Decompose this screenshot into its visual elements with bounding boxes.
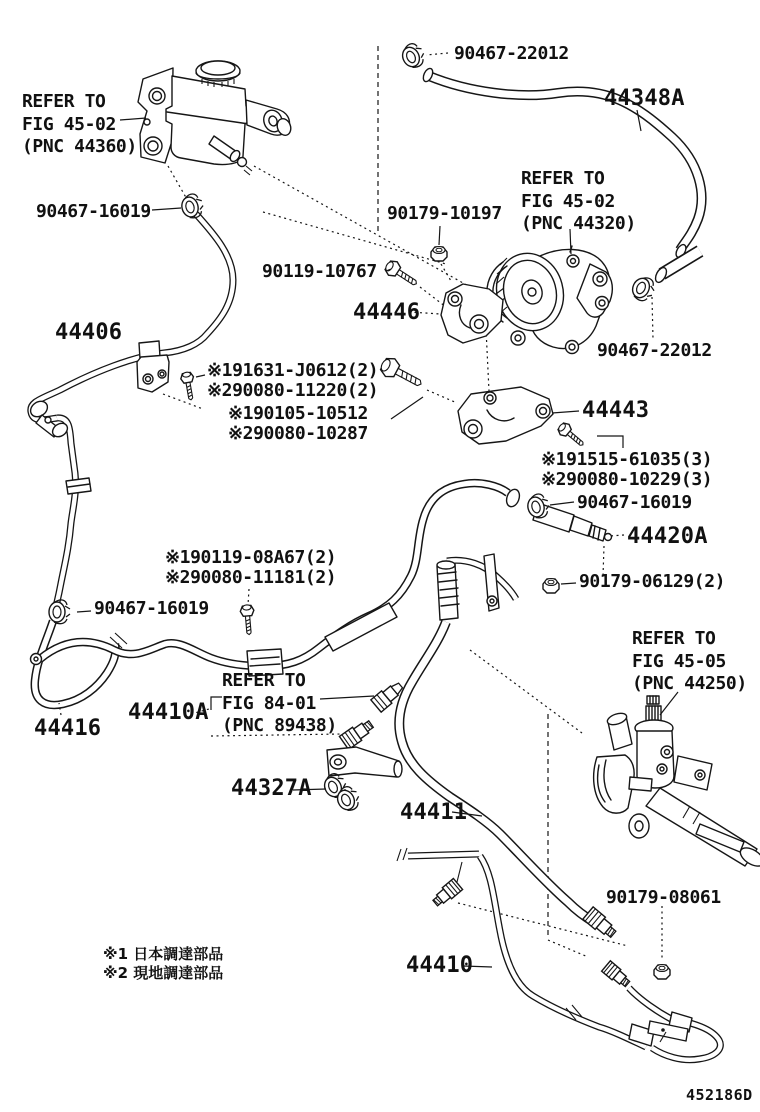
part-label-note-191515-61035: ※191515-61035(3) ※290080-10229(3)	[541, 449, 713, 490]
bracket-44443	[458, 387, 553, 444]
part-label-pn-44410: 44410	[406, 953, 474, 978]
part-label-pn-90179-08061: 90179-08061	[606, 887, 721, 908]
part-label-pn-44406: 44406	[55, 320, 123, 345]
part-label-refer-fig45-05-pnc44250: REFER TO FIG 45-05 (PNC 44250)	[632, 628, 747, 694]
part-label-pn-90179-06129: 90179-06129(2)	[579, 571, 726, 592]
part-label-pn-90119-10767: 90119-10767	[262, 261, 377, 282]
bolt-90119-10767	[383, 258, 421, 290]
hose-44411	[399, 622, 594, 922]
fitting-44410-low	[602, 961, 632, 989]
bracket-44327A-block	[327, 747, 402, 777]
part-label-refer-fig45-02-pnc44320: REFER TO FIG 45-02 (PNC 44320)	[521, 168, 636, 234]
part-label-note-191631-J0612: ※191631-J0612(2) ※290080-11220(2)	[207, 360, 379, 401]
bracket-44446	[441, 284, 503, 343]
part-label-pn-90467-22012-mid: 90467-22012	[597, 340, 712, 361]
clamp-90467-22012-top	[399, 41, 428, 71]
clamp-90467-22012-mid	[629, 274, 658, 304]
part-label-pn-90467-22012-top: 90467-22012	[454, 43, 569, 64]
part-label-refer-fig45-02-pnc44360: REFER TO FIG 45-02 (PNC 44360)	[22, 91, 137, 157]
union-fitting	[339, 718, 375, 750]
steering-gear-drawing	[594, 696, 760, 870]
part-label-legend-notes: ※1 日本調達部品 ※2 現地調達部品	[103, 945, 224, 982]
hose-44411-ribbed-end	[437, 561, 459, 620]
pump-drawing	[487, 246, 612, 354]
nut-90179-06129	[543, 579, 559, 594]
nut-90179-08061	[654, 965, 670, 980]
bolt-190105-10512	[378, 355, 426, 393]
mount-plate	[484, 554, 499, 611]
reservoir-drawing	[138, 61, 293, 175]
part-label-pn-90467-16019-right: 90467-16019	[577, 492, 692, 513]
part-label-note-190119-08A67: ※190119-08A67(2) ※290080-11181(2)	[165, 547, 337, 588]
bolt-190119-08A67	[240, 604, 256, 635]
fitting-44410-upper	[431, 878, 463, 908]
part-label-pn-44416: 44416	[34, 716, 102, 741]
part-label-pn-90179-10197: 90179-10197	[387, 203, 502, 224]
nut-90179-10197	[431, 247, 447, 262]
part-label-note-190105-10512: ※190105-10512 ※290080-10287	[228, 403, 368, 444]
part-label-pn-44410A: 44410A	[128, 700, 209, 725]
bracket-44406	[137, 341, 169, 392]
part-label-pn-44327A: 44327A	[231, 776, 312, 801]
clamp-band-44406	[66, 478, 91, 494]
bolt-191631-J0612	[180, 371, 197, 401]
u-end-bracket	[629, 1012, 692, 1046]
clamp-90467-16019-left	[49, 600, 70, 624]
part-label-pn-44348A: 44348A	[604, 86, 685, 111]
part-label-pn-44443: 44443	[582, 398, 650, 423]
part-label-refer-fig84-01-pnc89438: REFER TO FIG 84-01 (PNC 89438)	[222, 670, 337, 736]
part-label-pn-44420A: 44420A	[627, 524, 708, 549]
part-label-pn-44411: 44411	[400, 800, 468, 825]
hose-44416	[35, 621, 127, 705]
part-label-pn-90467-16019-left: 90467-16019	[94, 598, 209, 619]
bolt-191515-61035	[556, 421, 588, 451]
figure-code: 452186D	[686, 1086, 753, 1104]
tube-sleeve	[325, 603, 397, 651]
part-label-pn-90467-16019-top: 90467-16019	[36, 201, 151, 222]
part-label-pn-44446: 44446	[353, 300, 421, 325]
fitting-44410-mid	[583, 907, 619, 940]
